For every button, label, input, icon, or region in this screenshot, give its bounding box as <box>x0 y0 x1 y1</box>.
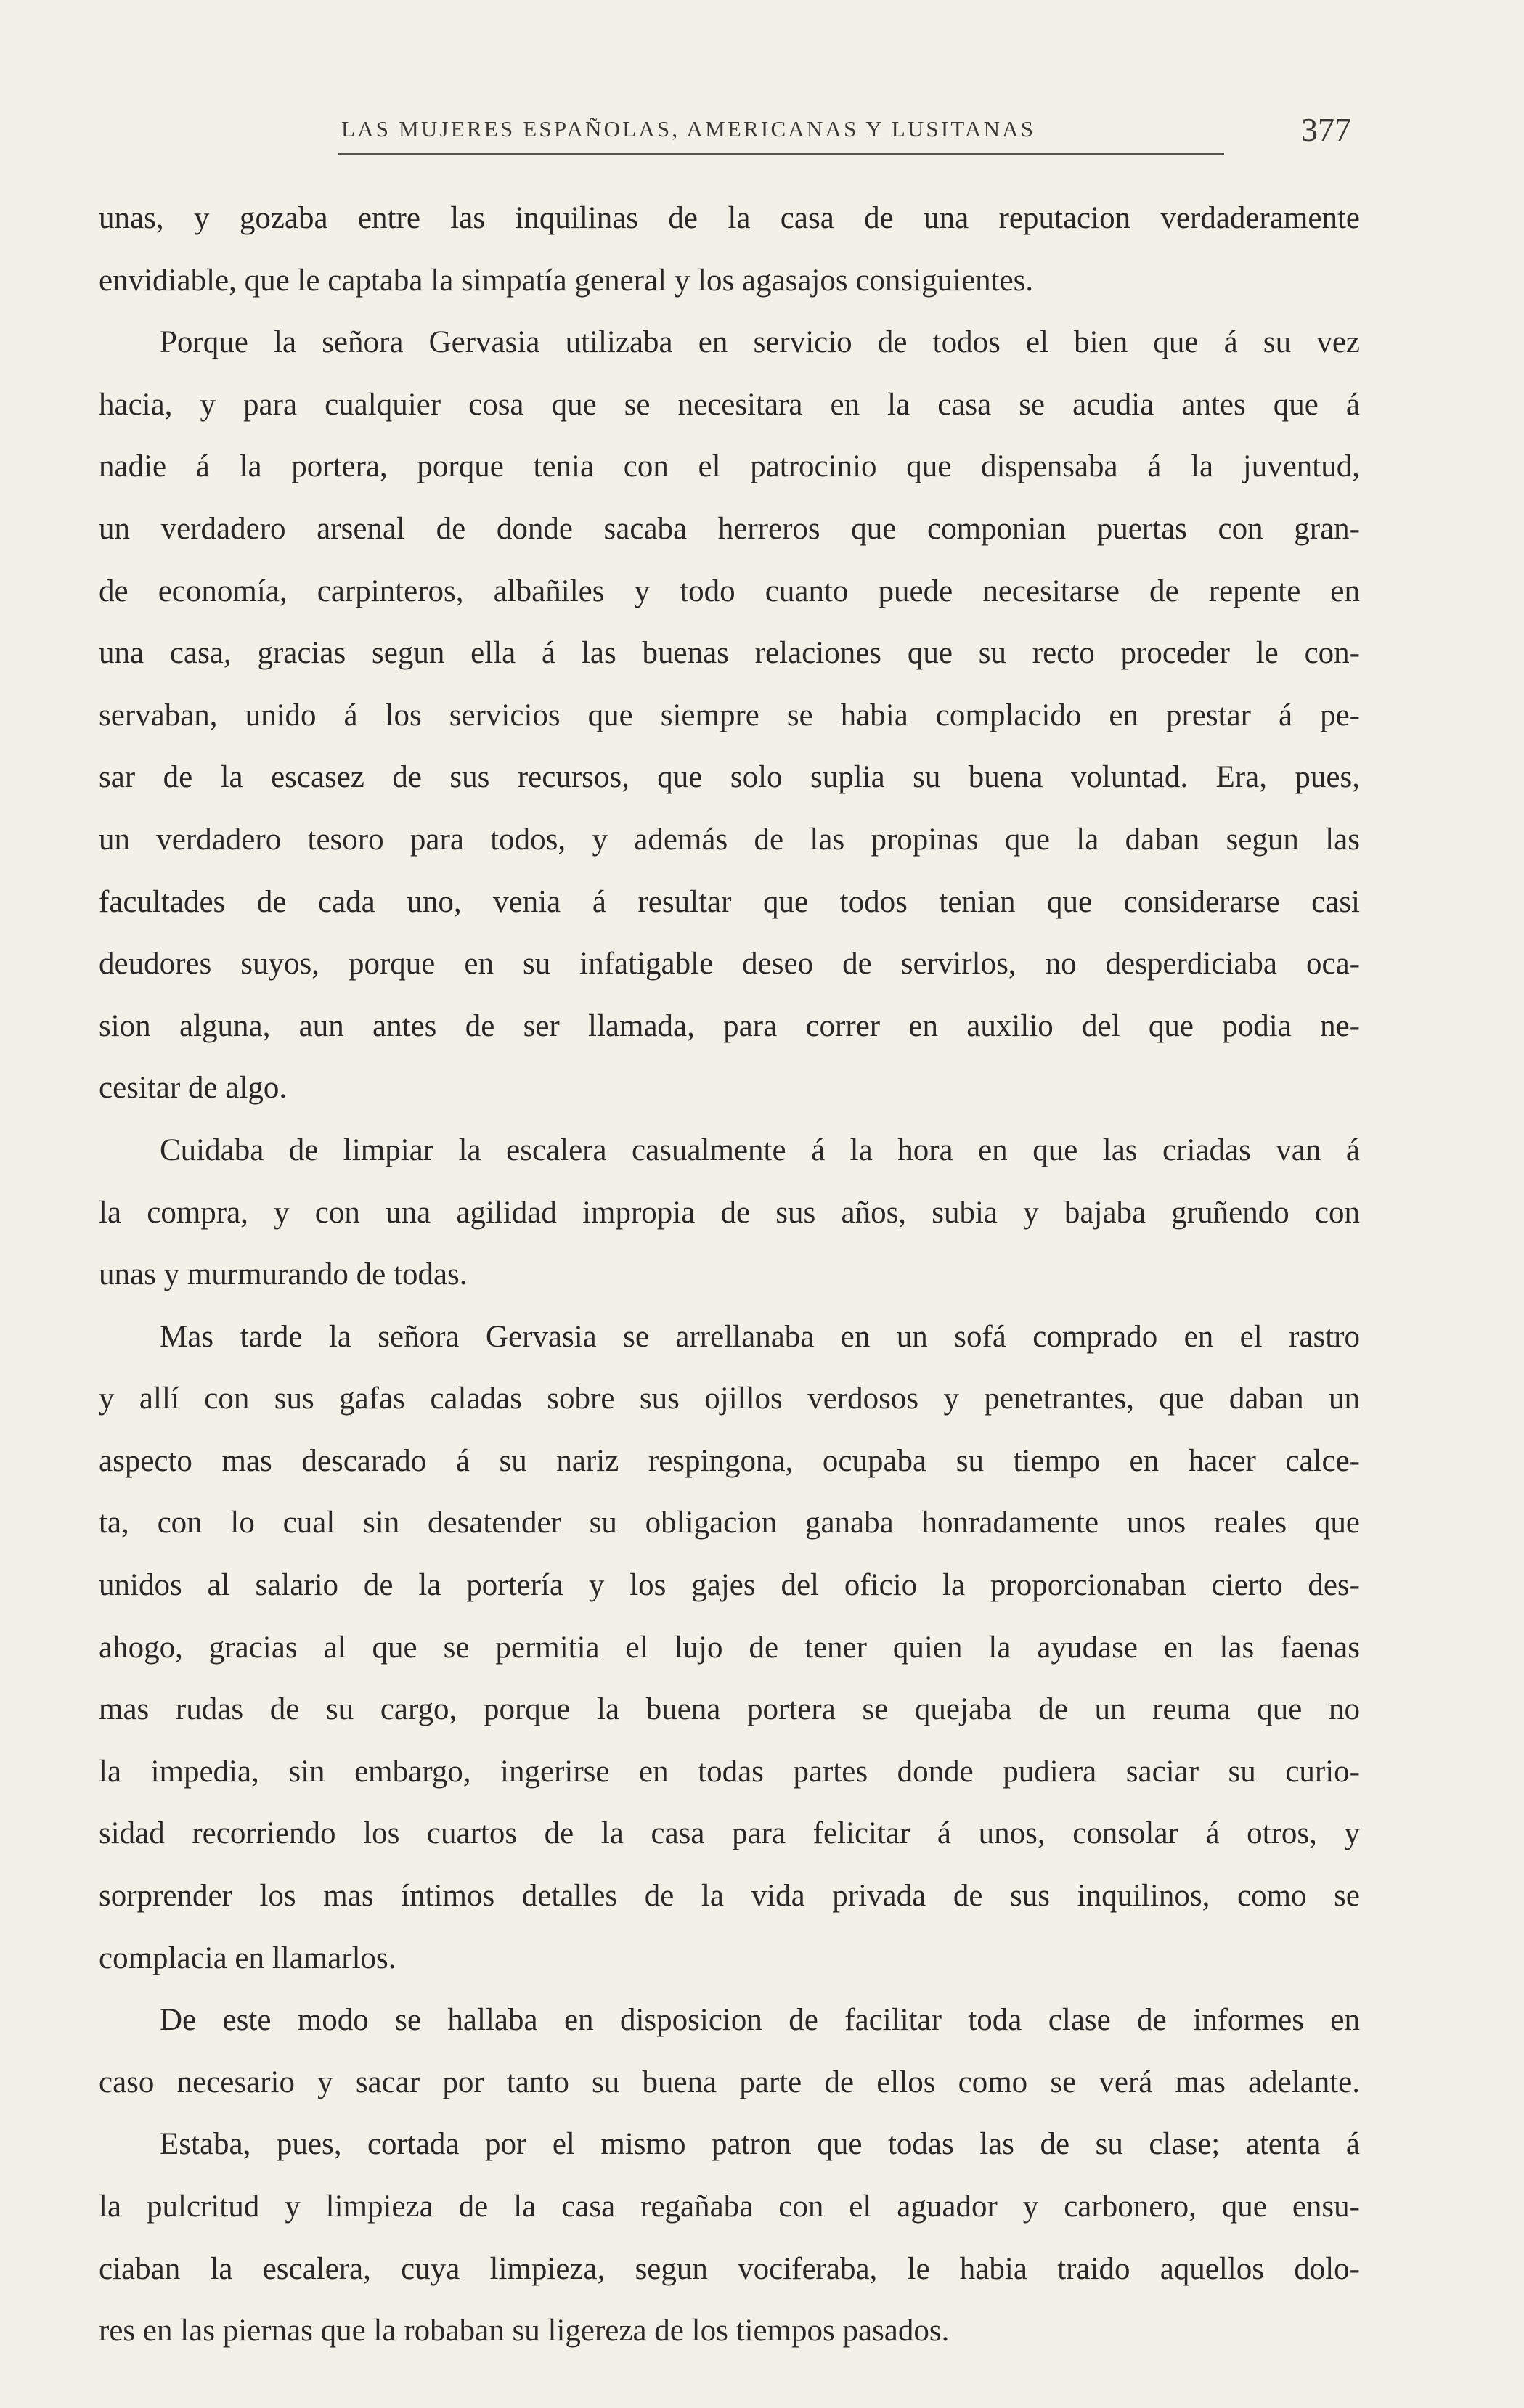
header-rule <box>338 153 1224 155</box>
text-line: la pulcritud y limpieza de la casa regañaba con el aguador y carbonero, que ensu- <box>99 2189 1360 2224</box>
text-line: sar de la escasez de sus recursos, que solo suplia su buena voluntad. Era, pues, <box>99 760 1360 795</box>
text-line: ahogo, gracias al que se permitia el lujo de tener quien la ayudase en las faenas <box>99 1630 1360 1665</box>
text-line: de economía, carpinteros, albañiles y todo cuanto puede necesitarse de repente en <box>99 574 1360 608</box>
text-line: Porque la señora Gervasia utilizaba en servicio de todos el bien que á su vez <box>160 325 1360 360</box>
text-line: sorprender los mas íntimos detalles de la vida privada de sus inquilinos, como se <box>99 1879 1360 1914</box>
running-head <box>99 109 1351 160</box>
text-line: deudores suyos, porque en su infatigable deseo de servirlos, no desperdiciaba oca- <box>99 947 1360 981</box>
text-line: complacia en llamarlos. <box>99 1940 396 1975</box>
text-line: res en las piernas que la robaban su ligereza de los tiempos pasados. <box>99 2314 950 2348</box>
text-line: cesitar de algo. <box>99 1071 288 1106</box>
text-line: y allí con sus gafas caladas sobre sus ojillos verdosos y penetrantes, que daban un <box>99 1381 1360 1416</box>
text-line: ciaban la escalera, cuya limpieza, segun vociferaba, le habia traido aquellos dolo- <box>99 2251 1360 2286</box>
text-line: la impedia, sin embargo, ingerirse en todas partes donde pudiera saciar su curio- <box>99 1754 1360 1789</box>
text-line: facultades de cada uno, venia á resultar que todos tenian que considerarse casi <box>99 884 1360 919</box>
text-line: unidos al salario de la portería y los gajes del oficio la proporcionaban cierto des- <box>99 1568 1360 1603</box>
text-line: unas, y gozaba entre las inquilinas de la casa de una reputacion verdaderamente <box>99 201 1360 235</box>
text-line: hacia, y para cualquier cosa que se necesitara en la casa se acudia antes que á <box>99 387 1360 422</box>
text-line: Cuidaba de limpiar la escalera casualmente á la hora en que las criadas van á <box>160 1132 1360 1167</box>
text-line: aspecto mas descarado á su nariz respingona, ocupaba su tiempo en hacer calce- <box>99 1443 1360 1478</box>
text-line: un verdadero tesoro para todos, y además de las propinas que la daban segun las <box>99 822 1360 857</box>
text-line: ta, con lo cual sin desatender su obligacion ganaba honradamente unos reales que <box>99 1506 1360 1540</box>
text-line: servaban, unido á los servicios que siempre se habia complacido en prestar á pe- <box>99 698 1360 732</box>
text-line: una casa, gracias segun ella á las buenas relaciones que su recto proceder le con- <box>99 636 1360 671</box>
text-line: sidad recorriendo los cuartos de la casa para felicitar á unos, consolar á otros, y <box>99 1816 1360 1851</box>
text-line: Mas tarde la señora Gervasia se arrellanaba en un sofá comprado en el rastro <box>160 1319 1360 1354</box>
text-line: envidiable, que le captaba la simpatía general y los agasajos consiguientes. <box>99 263 1034 298</box>
text-line: la compra, y con una agilidad impropia de sus años, subia y bajaba gruñendo con <box>99 1195 1360 1230</box>
text-line: De este modo se hallaba en disposicion de facilitar toda clase de informes en <box>160 2003 1360 2038</box>
text-line: Estaba, pues, cortada por el mismo patron que todas las de su clase; atenta á <box>160 2127 1360 2162</box>
text-line: mas rudas de su cargo, porque la buena portera se quejaba de un reuma que no <box>99 1692 1360 1727</box>
text-line: sion alguna, aun antes de ser llamada, para correr en auxilio del que podia ne- <box>99 1008 1360 1043</box>
page-number: 377 <box>1301 111 1351 148</box>
running-title: LAS MUJERES ESPAÑOLAS, AMERICANAS Y LUSITANAS <box>341 116 1036 142</box>
text-line: caso necesario y sacar por tanto su buena parte de ellos como se verá mas adelante. <box>99 2065 1360 2099</box>
text-line: un verdadero arsenal de donde sacaba herreros que componian puertas con gran- <box>99 511 1360 546</box>
text-line: unas y murmurando de todas. <box>99 1257 468 1292</box>
body-text <box>99 187 1360 2362</box>
text-line: nadie á la portera, porque tenia con el patrocinio que dispensaba á la juventud, <box>99 449 1360 484</box>
